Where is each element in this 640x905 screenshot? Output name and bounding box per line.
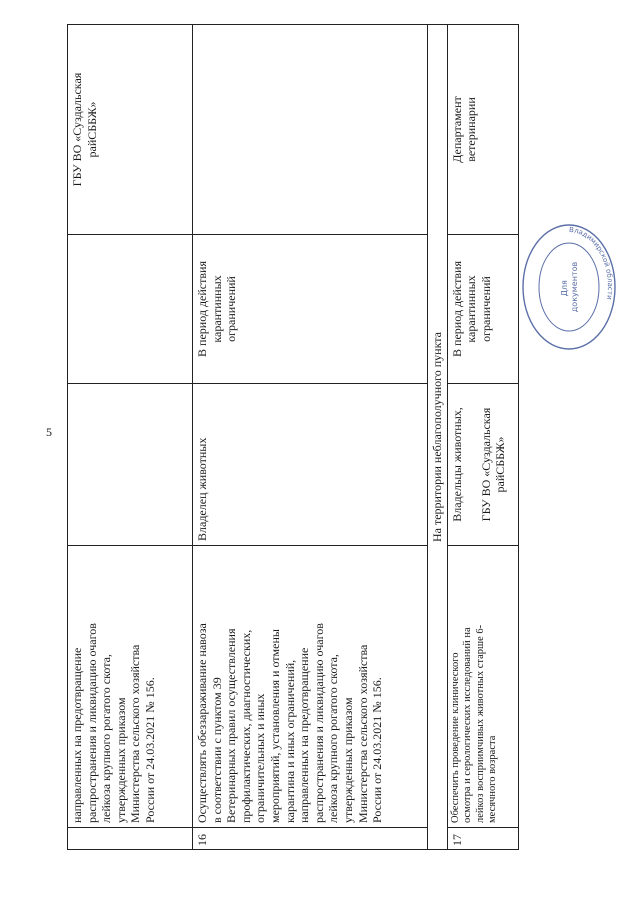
measure-cell: Обеспечить проведение клинического осмотра и серологических исследований на лейкоз восприимчивых животных старше 6- месячного возраста (447, 546, 518, 828)
row-number: 16 (193, 828, 428, 850)
section-header: На территории неблагополучного пункта (428, 25, 448, 850)
rotated-page-area (67, 25, 525, 850)
stamp-center-line-2: документов (570, 261, 579, 313)
responsible-cell (68, 384, 193, 546)
page-number: 5 (46, 425, 52, 439)
stamp-center-text (560, 261, 579, 312)
row-number (68, 828, 193, 850)
deadline-cell (68, 235, 193, 384)
measure-cell: Осуществлять обеззараживание навоза в соответствии с пунктом 39 Ветеринарных правил осуществления профилактических, диагностических, ограничительных и иных мероприятий, установления и отмены карантина и иных ограничений, направленных на предотвращение распространения и ликвидацию очагов лейкоза крупного рогатого скота, утвержденных приказом Министерства сельского хозяйства России от 24.03.2021 № 156. (193, 546, 428, 828)
executor-cell: Департамент ветеринарии (447, 25, 518, 235)
executor-cell (193, 25, 428, 235)
stamp-outer-ring (523, 225, 615, 349)
responsible-cell: Владелец животных (193, 384, 428, 546)
responsible-cell: Владельцы животных, ГБУ ВО «Суздальская райСББЖ» (447, 384, 518, 546)
official-stamp (520, 222, 618, 352)
deadline-cell: В период действия карантинных ограничений (193, 235, 428, 384)
rotated-table-wrapper (67, 25, 525, 850)
stamp-inner-ring (539, 243, 599, 331)
table-row (193, 25, 428, 850)
measures-table (67, 24, 519, 850)
measure-cell: направленных на предотвращение распространения и ликвидацию очагов лейкоза крупного рогатого скота, утвержденных приказом Министерства сельского хозяйства России от 24.03.2021 № 156. (68, 546, 193, 828)
row-number: 17 (447, 828, 518, 850)
deadline-cell: В период действия карантинных ограничений (447, 235, 518, 384)
stamp-ring-text: Владимирской области (568, 225, 614, 301)
table-row (447, 25, 518, 850)
section-header-row (428, 25, 448, 850)
executor-cell: ГБУ ВО «Суздальская райСББЖ» (68, 25, 193, 235)
stamp-center-line-1: Для (560, 280, 569, 297)
table-row (68, 25, 193, 850)
